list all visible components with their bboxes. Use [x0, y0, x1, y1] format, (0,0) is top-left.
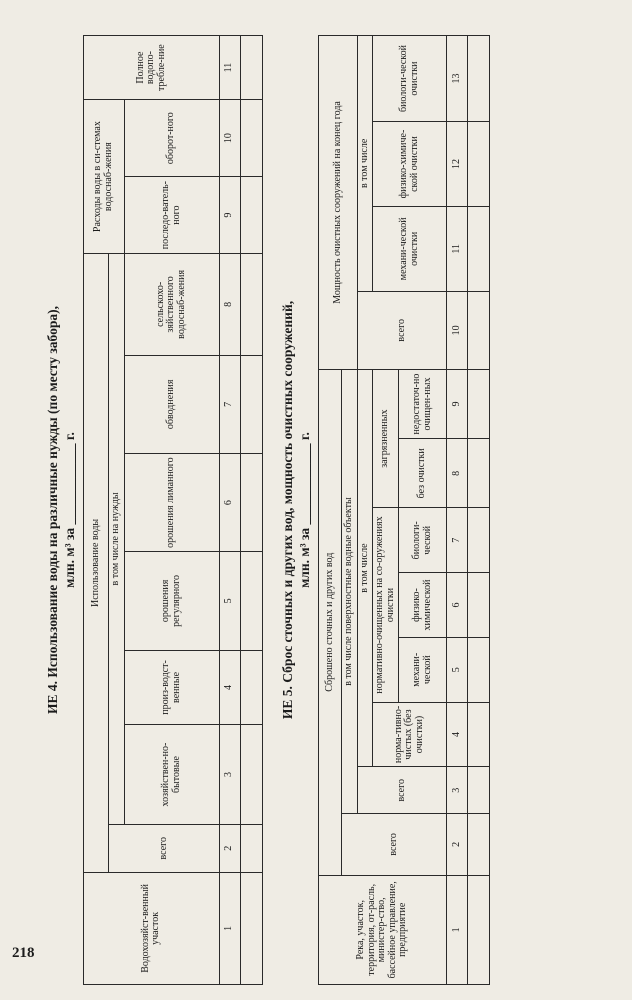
t4-colnum: 5: [219, 552, 240, 650]
t4-header-uchastok: Водохозяйст-венный участок: [84, 872, 220, 984]
t5-header-bio1: биологи-ческой: [399, 508, 447, 573]
table4-title-line2: млн. м³ за ____________ г.: [62, 432, 77, 588]
table5-block: [280, 35, 632, 985]
t4-header-posledovatelnogo: последо-ватель-ного: [124, 177, 219, 254]
t4-colnum: 4: [219, 650, 240, 725]
table5: [318, 35, 490, 985]
t5-header-vsego3: всего: [357, 291, 447, 369]
t4-colnum: 9: [219, 177, 240, 254]
t5-header-normativno-chistykh: норма-тивно-чистых (без очистки): [373, 702, 447, 767]
t5-header-normativno-ochishchennykh: нормативно-очищенных на со-оружениях очистки: [373, 508, 399, 702]
t4-header-col4: произ-водст-венные: [124, 650, 219, 725]
t5-colnum: 6: [447, 573, 468, 638]
t4-colnum: 6: [219, 453, 240, 551]
t4-header-col6: орошения лиманного: [124, 453, 219, 551]
t5-empty-row: [468, 36, 490, 985]
t4-header-col8: сельскохо-зяйственного водоснаб-жения: [124, 254, 219, 356]
t5-header-bio2: биологи-ческой очистки: [373, 36, 447, 122]
table5-title: [280, 35, 312, 985]
t4-colnum: 1: [219, 872, 240, 984]
t5-colnum: 3: [447, 767, 468, 814]
t5-header-nedostatochno: недостаточ-но очищен-ных: [399, 369, 447, 438]
t4-header-col7: обводнения: [124, 355, 219, 453]
table5-title-line2: млн. м³ за ____________ г.: [297, 432, 312, 588]
t5-number-row: [447, 36, 468, 985]
page-number: 218: [12, 945, 35, 961]
t4-header-v-tom-chisle: в том числе на нужды: [109, 254, 125, 825]
t5-header-vsego2: всего: [357, 767, 447, 814]
t5-header-mekh2: механи-ческой очистки: [373, 206, 447, 291]
t5-header-fizhim1: физико-химической: [399, 573, 447, 638]
t5-colnum: 12: [447, 122, 468, 207]
t5-header-moshchnost: Мощность очистных сооружений на конец года: [319, 36, 358, 370]
t5-colnum: 2: [447, 814, 468, 875]
t5-colnum: 7: [447, 508, 468, 573]
t5-header-v-tom-chisle3: в том числе: [357, 36, 373, 292]
t4-header-col3: хозяйствен-но-бытовые: [124, 725, 219, 824]
t5-header-reka: Река, участок, территория, от-расль, министер-ство, бассейное управление, предприятие: [319, 875, 447, 984]
t4-empty-row: [240, 36, 262, 985]
t5-header-poverkhnost: в том числе поверхностные водные объекты: [342, 369, 358, 813]
t4-colnum: 10: [219, 100, 240, 177]
t5-colnum: 10: [447, 291, 468, 369]
t4-header-ispolzovanie: Использование воды: [84, 254, 109, 873]
t5-header-sbrosheno: Сброшено сточных и других вод: [319, 369, 342, 875]
t5-colnum: 4: [447, 702, 468, 767]
t4-header-raskhody: Расходы воды в си-стемах водоснаб-жения: [84, 100, 125, 254]
t4-header-oborotnogo: оборот-ного: [124, 100, 219, 177]
t5-colnum: 11: [447, 206, 468, 291]
table4: [83, 35, 263, 985]
t4-colnum: 2: [219, 824, 240, 872]
t4-number-row: [219, 36, 240, 985]
table4-title: [45, 35, 77, 985]
t5-header-bez-ochistki: без очистки: [399, 439, 447, 508]
t4-colnum: 11: [219, 36, 240, 100]
table4-title-line1: ИЕ 4. Использование воды на различные нужды (по месту забора),: [45, 305, 60, 715]
t4-colnum: 8: [219, 254, 240, 356]
t5-colnum: 1: [447, 875, 468, 984]
t4-header-polnoe: Полное водопо-требле-ние: [84, 36, 220, 100]
t5-colnum: 9: [447, 369, 468, 438]
t4-colnum: 7: [219, 355, 240, 453]
t5-colnum: 8: [447, 439, 468, 508]
t5-colnum: 13: [447, 36, 468, 122]
t4-header-col5: орошения регулярного: [124, 552, 219, 650]
t5-header-fizhim2: физико-химиче-ской очистки: [373, 122, 447, 207]
t5-colnum: 5: [447, 637, 468, 702]
t5-header-vsego: всего: [342, 814, 447, 875]
t5-header-zagryaznennykh: загрязненных: [373, 369, 399, 508]
t4-header-vsego: всего: [109, 824, 220, 872]
t4-colnum: 3: [219, 725, 240, 824]
t5-header-mekh1: механи-ческой: [399, 637, 447, 702]
t5-header-v-tom-chisle: в том числе: [357, 369, 373, 766]
table5-title-line1: ИЕ 5. Сброс сточных и других вод, мощность очистных сооружений,: [280, 300, 295, 720]
